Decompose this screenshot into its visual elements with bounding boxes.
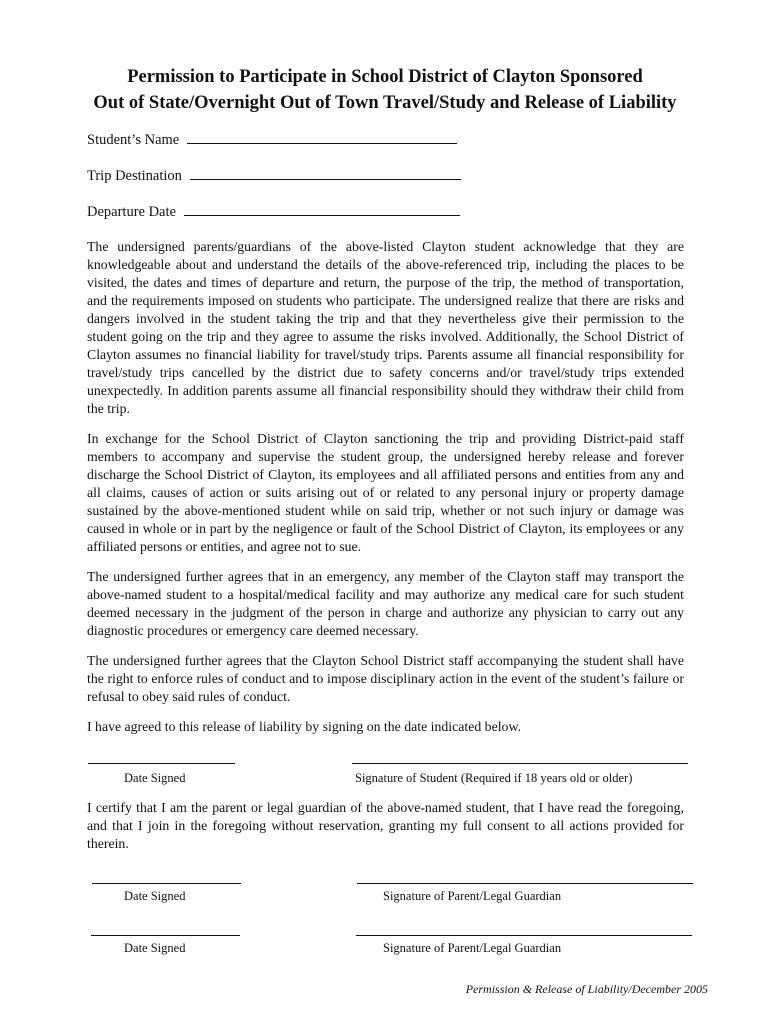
trip-destination-label: Trip Destination [87, 168, 182, 184]
student-name-blank[interactable] [187, 131, 457, 144]
guardian-1-date-signed-label: Date Signed [124, 889, 186, 903]
conduct-paragraph: The undersigned further agrees that the Clayton School District staff accompanying the student shall have the right to enforce rules of conduct and to impose disciplinary action in the event of the student’s failure or refusal to obey said rules of conduct. [87, 653, 684, 704]
student-signature-label: Signature of Student (Required if 18 years old or older) [355, 771, 633, 785]
release-paragraph: In exchange for the School District of Clayton sanctioning the trip and providing District-paid staff members to accompany and supervise the student group, the undersigned hereby release and forever discharge the School District of Clayton, its employees and all affiliated persons and entities from any and all claims, causes of action or suits arising out of or related to any personal injury or property damage sustained by the above-mentioned student while on said trip, whether or not such injury or damage was caused in whole or in part by the negligence or fault of the School District of Clayton, its employees or any affiliated persons or entities, and agree not to sue. [87, 431, 684, 554]
page-title-line-1: Permission to Participate in School District of Clayton Sponsored [127, 67, 643, 87]
guardian-2-date-signed-label: Date Signed [124, 941, 186, 955]
trip-destination-blank[interactable] [190, 167, 461, 180]
footer-revision-note: Permission & Release of Liability/December 2005 [465, 982, 708, 996]
departure-date-label: Departure Date [87, 204, 176, 220]
student-signature-line[interactable] [352, 763, 688, 764]
student-date-signed-line[interactable] [88, 763, 235, 764]
guardian-2-signature-label: Signature of Parent/Legal Guardian [383, 941, 562, 955]
guardian-1-date-signed-line[interactable] [92, 883, 241, 884]
emergency-paragraph: The undersigned further agrees that in an emergency, any member of the Clayton staff may transport the above-named student to a hospital/medical facility and may authorize any medical care for such student deemed necessary in the judgment of the person in charge and authorize any physician to carry out any diagnostic procedures or emergency care deemed necessary. [87, 569, 684, 638]
trip-destination-field [87, 167, 461, 185]
guardian-1-signature-line[interactable] [357, 883, 693, 884]
guardian-1-signature-label: Signature of Parent/Legal Guardian [383, 889, 562, 903]
departure-date-blank[interactable] [184, 203, 460, 216]
student-date-signed-label: Date Signed [124, 771, 186, 785]
student-name-field [87, 131, 457, 149]
guardian-2-signature-line[interactable] [356, 935, 692, 936]
student-name-label: Student’s Name [87, 132, 180, 148]
departure-date-field [87, 203, 460, 221]
acknowledgement-paragraph: The undersigned parents/guardians of the above-listed Clayton student acknowledge that they are knowledgeable about and understand the details of the above-referenced trip, including the places to be visited, the dates and times of departure and return, the purpose of the trip, the method of transportation, and the requirements imposed on students who participate. The undersigned realize that there are risks and dangers involved in the student taking the trip and that they nevertheless give their permission to the student going on the trip and they agree to assume the risks involved. Additionally, the School District of Clayton assumes no financial liability for travel/study trips. Parents assume all financial responsibility for travel/study trips cancelled by the district due to safety concerns and/or travel/study trips extended unexpectedly. In addition parents assume all financial responsibility should they withdraw their child from the trip. [87, 239, 684, 416]
guardian-certification-paragraph: I certify that I am the parent or legal guardian of the above-named student, that I have read the foregoing, and that I join in the foregoing without reservation, granting my full consent to all actions provided for therein. [87, 800, 684, 851]
guardian-2-date-signed-line[interactable] [91, 935, 240, 936]
page-title-line-2: Out of State/Overnight Out of Town Travel/Study and Release of Liability [93, 93, 677, 113]
agreement-statement: I have agreed to this release of liability by signing on the date indicated below. [87, 719, 521, 734]
